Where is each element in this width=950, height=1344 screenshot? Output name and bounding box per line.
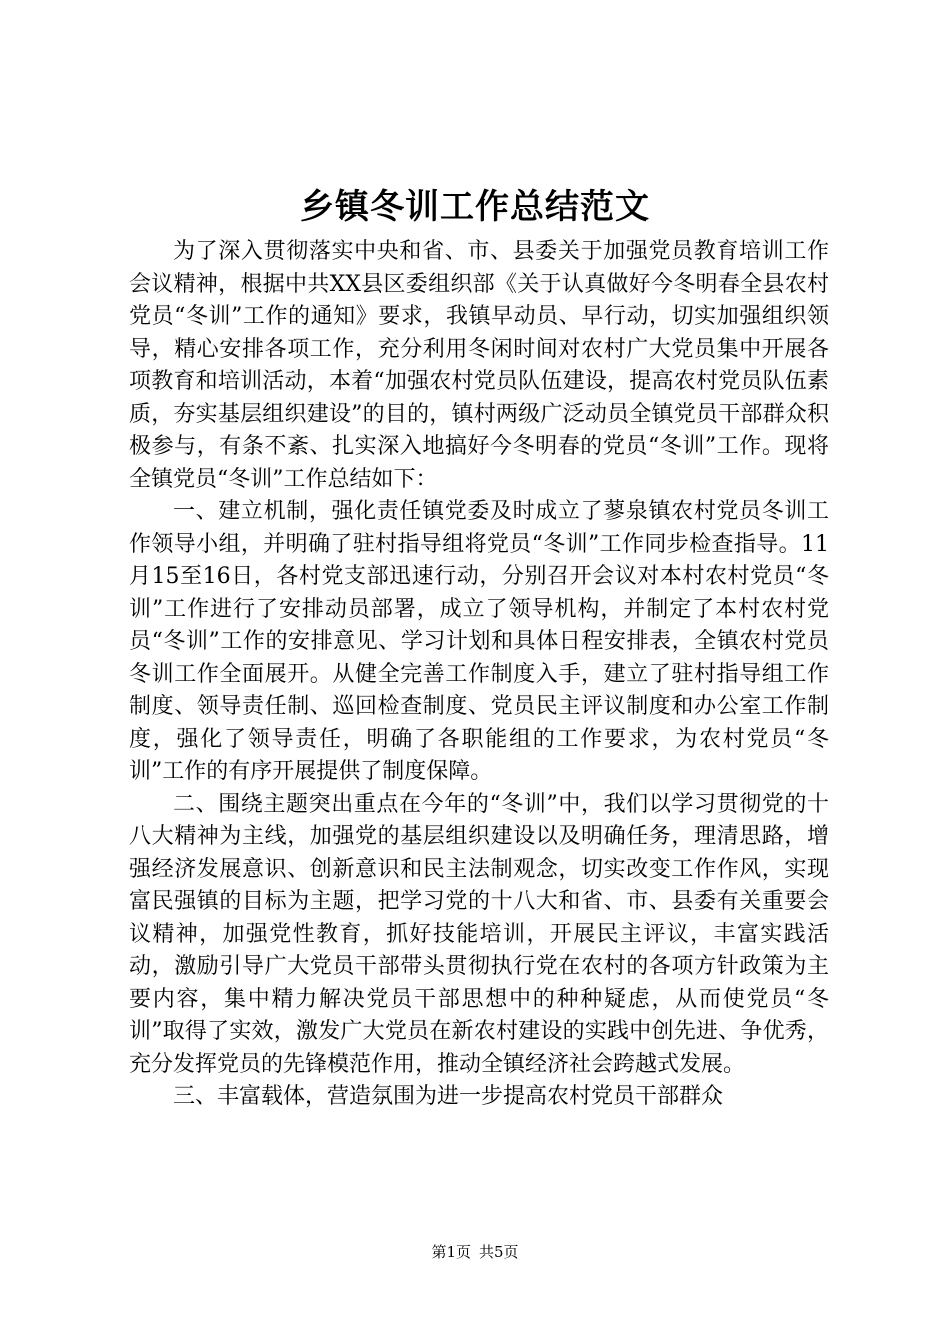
paragraph-section-1: 一、建立机制，强化责任镇党委及时成立了蓼泉镇农村党员冬训工作领导小组，并明确了驻村指导组将党员“冬训”工作同步检查指导。11月15至16日，各村党支部迅速行动，分别召开会议对本村农村党员“冬训”工作进行了安排动员部署，成立了领导机构，并制定了本村农村党员“冬训”工作的安排意见、学习计划和具体日程安排表，全镇农村党员冬训工作全面展开。从健全完善工作制度入手，建立了驻村指导组工作制度、领导责任制、巡回检查制度、党员民主评议制度和办公室工作制度，强化了领导责任，明确了各职能组的工作要求，为农村党员“冬训”工作的有序开展提供了制度保障。 xyxy=(129,499,829,784)
document-body xyxy=(129,236,829,1114)
page-number: 第1页 xyxy=(431,1243,471,1261)
paragraph-intro: 为了深入贯彻落实中央和省、市、县委关于加强党员教育培训工作会议精神，根据中共XX县区委组织部《关于认真做好今冬明春全县农村党员“冬训”工作的通知》要求，我镇早动员、早行动，切实加强组织领导，精心安排各项工作，充分利用冬闲时间对农村广大党员集中开展各项教育和培训活动，本着“加强农村党员队伍建设，提高农村党员队伍素质，夯实基层组织建设”的目的，镇村两级广泛动员全镇党员干部群众积极参与，有条不紊、扎实深入地搞好今冬明春的党员“冬训”工作。现将全镇党员“冬训”工作总结如下： xyxy=(129,239,829,492)
paragraph-section-2: 二、围绕主题突出重点在今年的“冬训”中，我们以学习贯彻党的十八大精神为主线，加强党的基层组织建设以及明确任务，理清思路，增强经济发展意识、创新意识和民主法制观念，切实改变工作作风，实现富民强镇的目标为主题，把学习党的十八大和省、市、县委有关重要会议精神，加强党性教育，抓好技能培训，开展民主评议，丰富实践活动，激励引导广大党员干部带头贯彻执行党在农村的各项方针政策为主要内容，集中精力解决党员干部思想中的种种疑虑，从而使党员“冬训”取得了实效，激发广大党员在新农村建设的实践中创先进、争优秀，充分发挥党员的先锋模范作用，推动全镇经济社会跨越式发展。 xyxy=(129,791,829,1077)
page-footer xyxy=(0,1240,950,1264)
paragraph-section-3: 三、丰富载体，营造氛围为进一步提高农村党员干部群众 xyxy=(173,1084,724,1109)
document-title: 乡镇冬训工作总结范文 xyxy=(300,187,650,227)
page-total: 共5页 xyxy=(479,1243,519,1261)
